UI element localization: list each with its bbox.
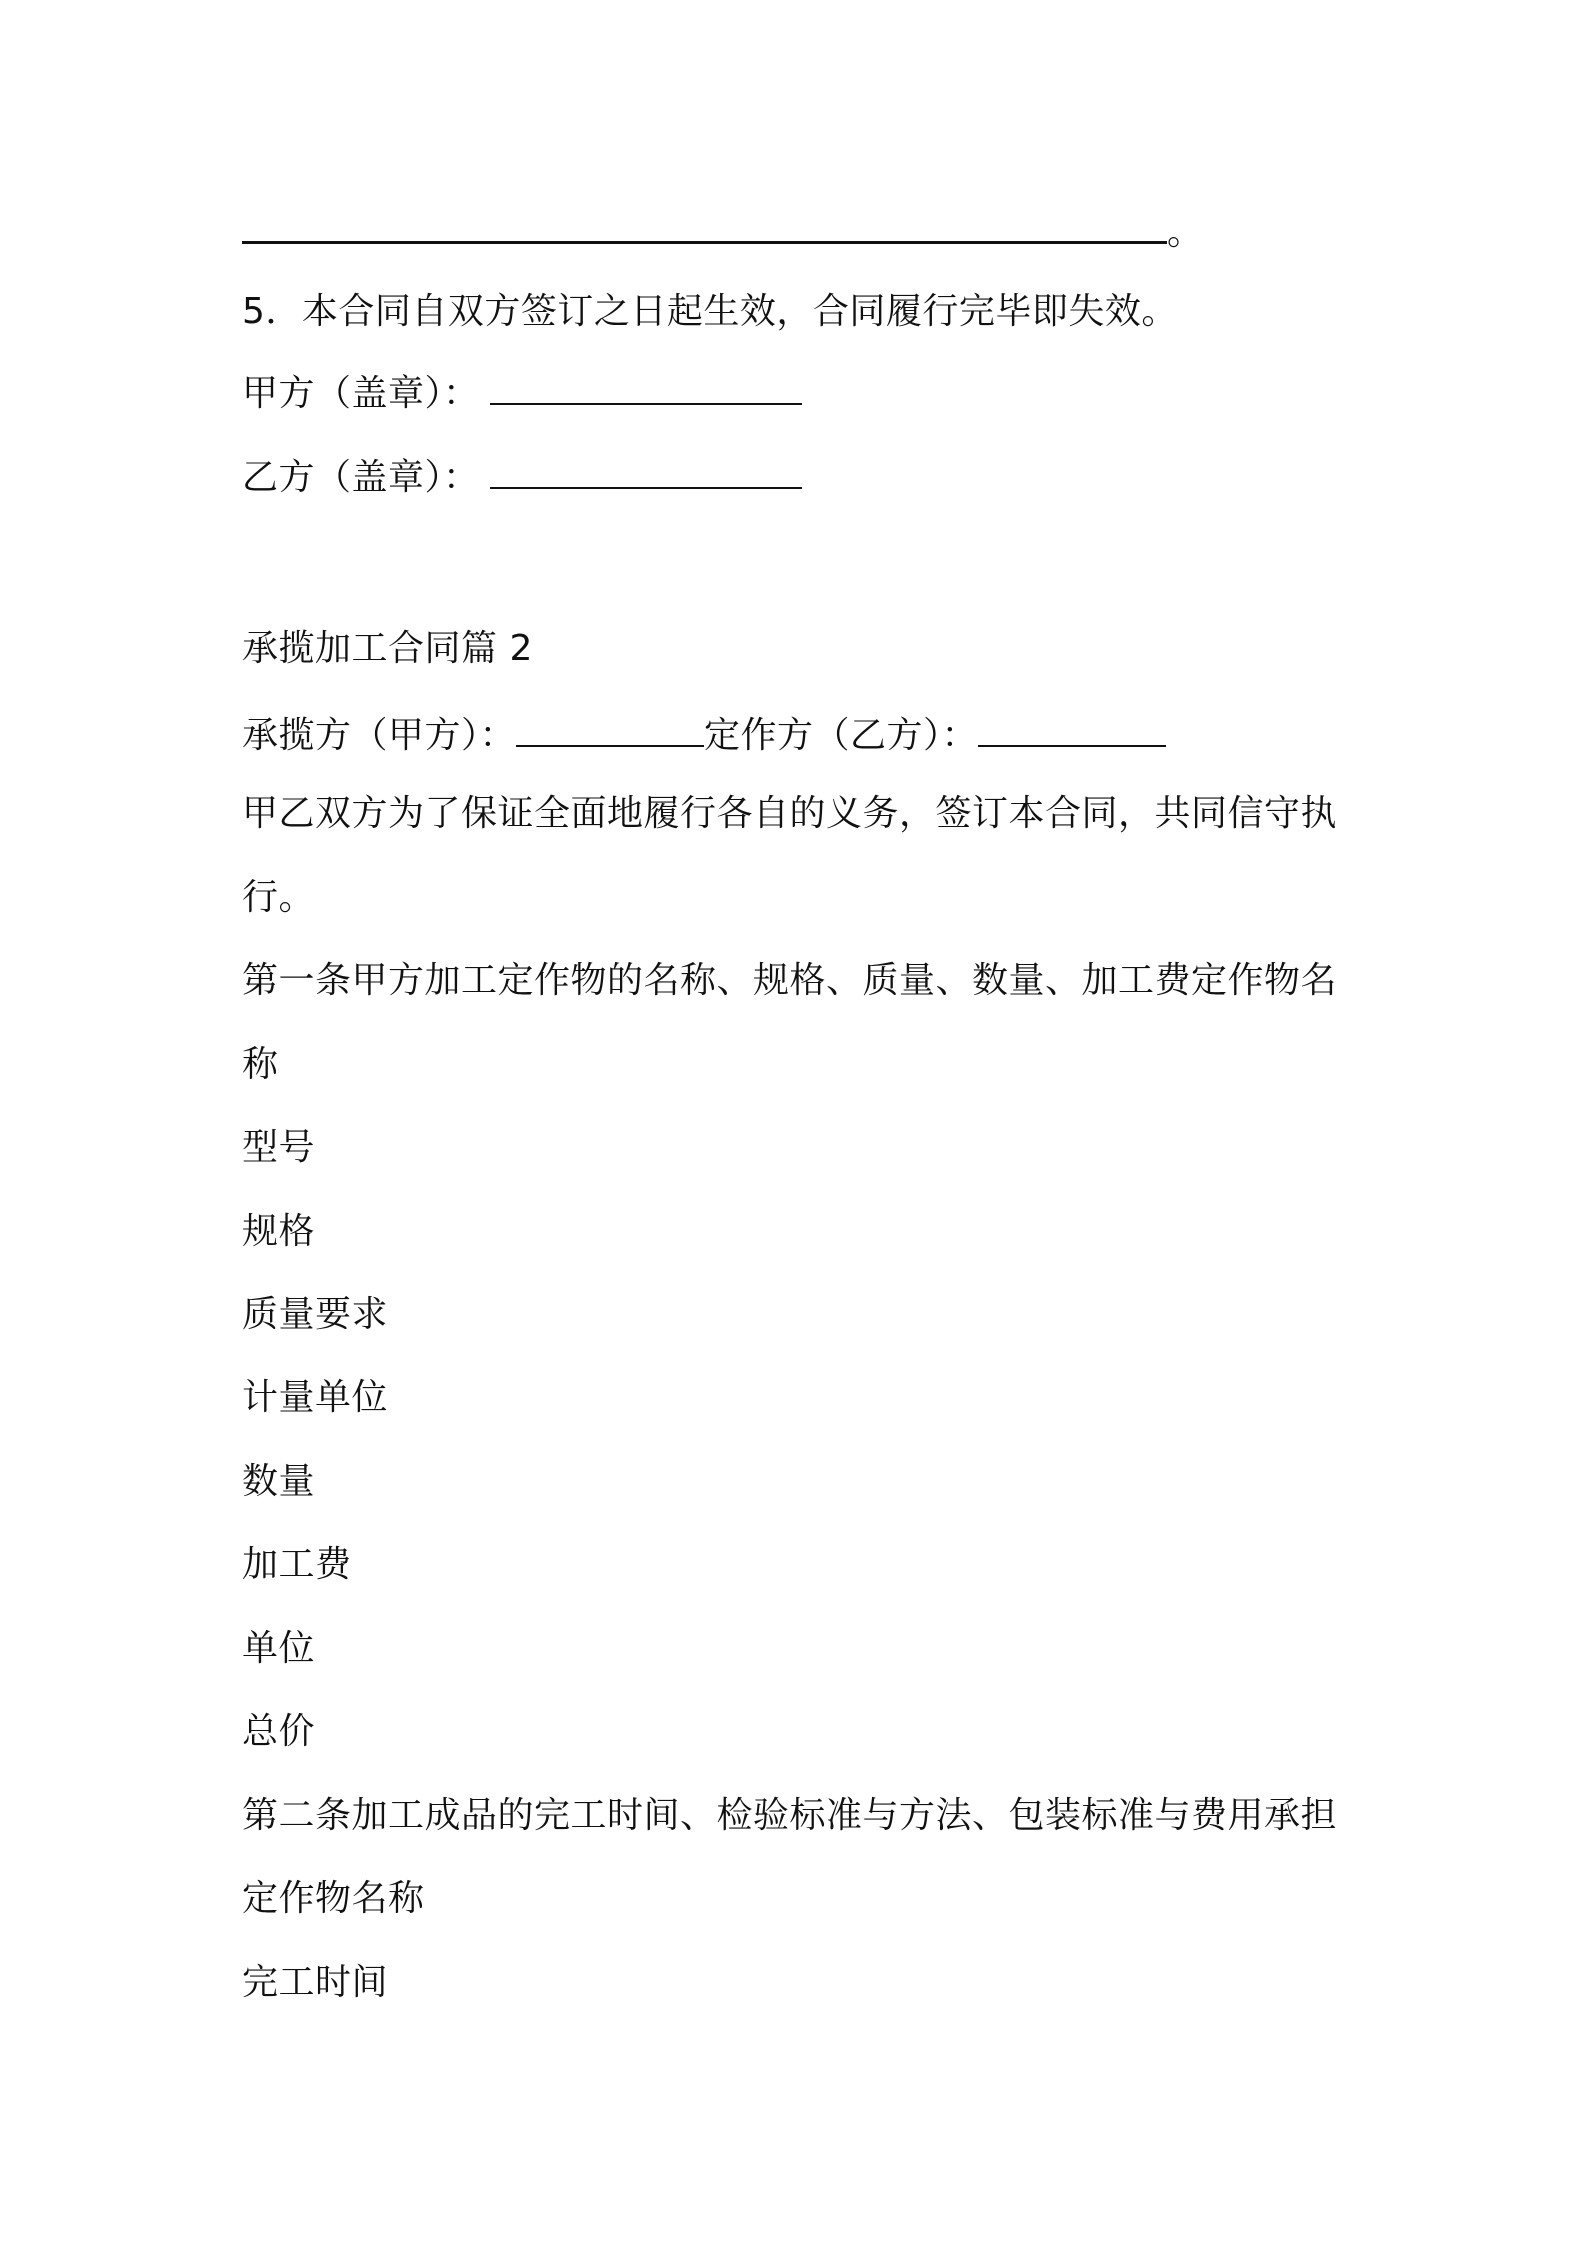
parties-line: [242, 714, 1166, 758]
article-1-line-1: 第一条甲方加工定作物的名称、规格、质量、数量、加工费定作物名: [242, 960, 1338, 1001]
party-b-seal-blank: [490, 457, 802, 489]
article-1-line-2: 称: [242, 1044, 279, 1085]
item-spec: 规格: [242, 1211, 316, 1252]
party-a-seal-line: [242, 372, 802, 416]
orderer-label: 定作方（乙方）：: [704, 715, 979, 756]
item-unit-of-measure: 计量单位: [242, 1377, 389, 1418]
item-product-name: 定作物名称: [242, 1878, 425, 1919]
party-b-seal-line: [242, 456, 802, 500]
item-unit: 单位: [242, 1628, 316, 1669]
item-processing-fee: 加工费: [242, 1544, 352, 1585]
item-quantity: 数量: [242, 1461, 316, 1502]
rule-tail-punctuation: 。: [1167, 212, 1204, 253]
orderer-blank: [978, 715, 1166, 747]
intro-line-1: 甲乙双方为了保证全面地履行各自的义务，签订本合同，共同信守执: [242, 793, 1338, 834]
continuation-rule-line: [242, 211, 1204, 255]
contractor-blank: [516, 715, 704, 747]
section-title: 承揽加工合同篇 2: [242, 628, 533, 669]
intro-line-2: 行。: [242, 877, 316, 918]
item-model: 型号: [242, 1127, 316, 1168]
party-a-seal-blank: [490, 373, 802, 405]
item-completion-time: 完工时间: [242, 1962, 389, 2003]
clause-5: 5．本合同自双方签订之日起生效，合同履行完毕即失效。: [242, 291, 1178, 332]
item-total-price: 总价: [242, 1711, 316, 1752]
contractor-label: 承揽方（甲方）：: [242, 715, 517, 756]
item-quality: 质量要求: [242, 1294, 389, 1335]
fill-in-blank: [242, 211, 1167, 244]
party-a-seal-label: 甲方（盖章）：: [242, 373, 480, 414]
party-b-seal-label: 乙方（盖章）：: [242, 457, 480, 498]
article-2: 第二条加工成品的完工时间、检验标准与方法、包装标准与费用承担: [242, 1795, 1338, 1836]
